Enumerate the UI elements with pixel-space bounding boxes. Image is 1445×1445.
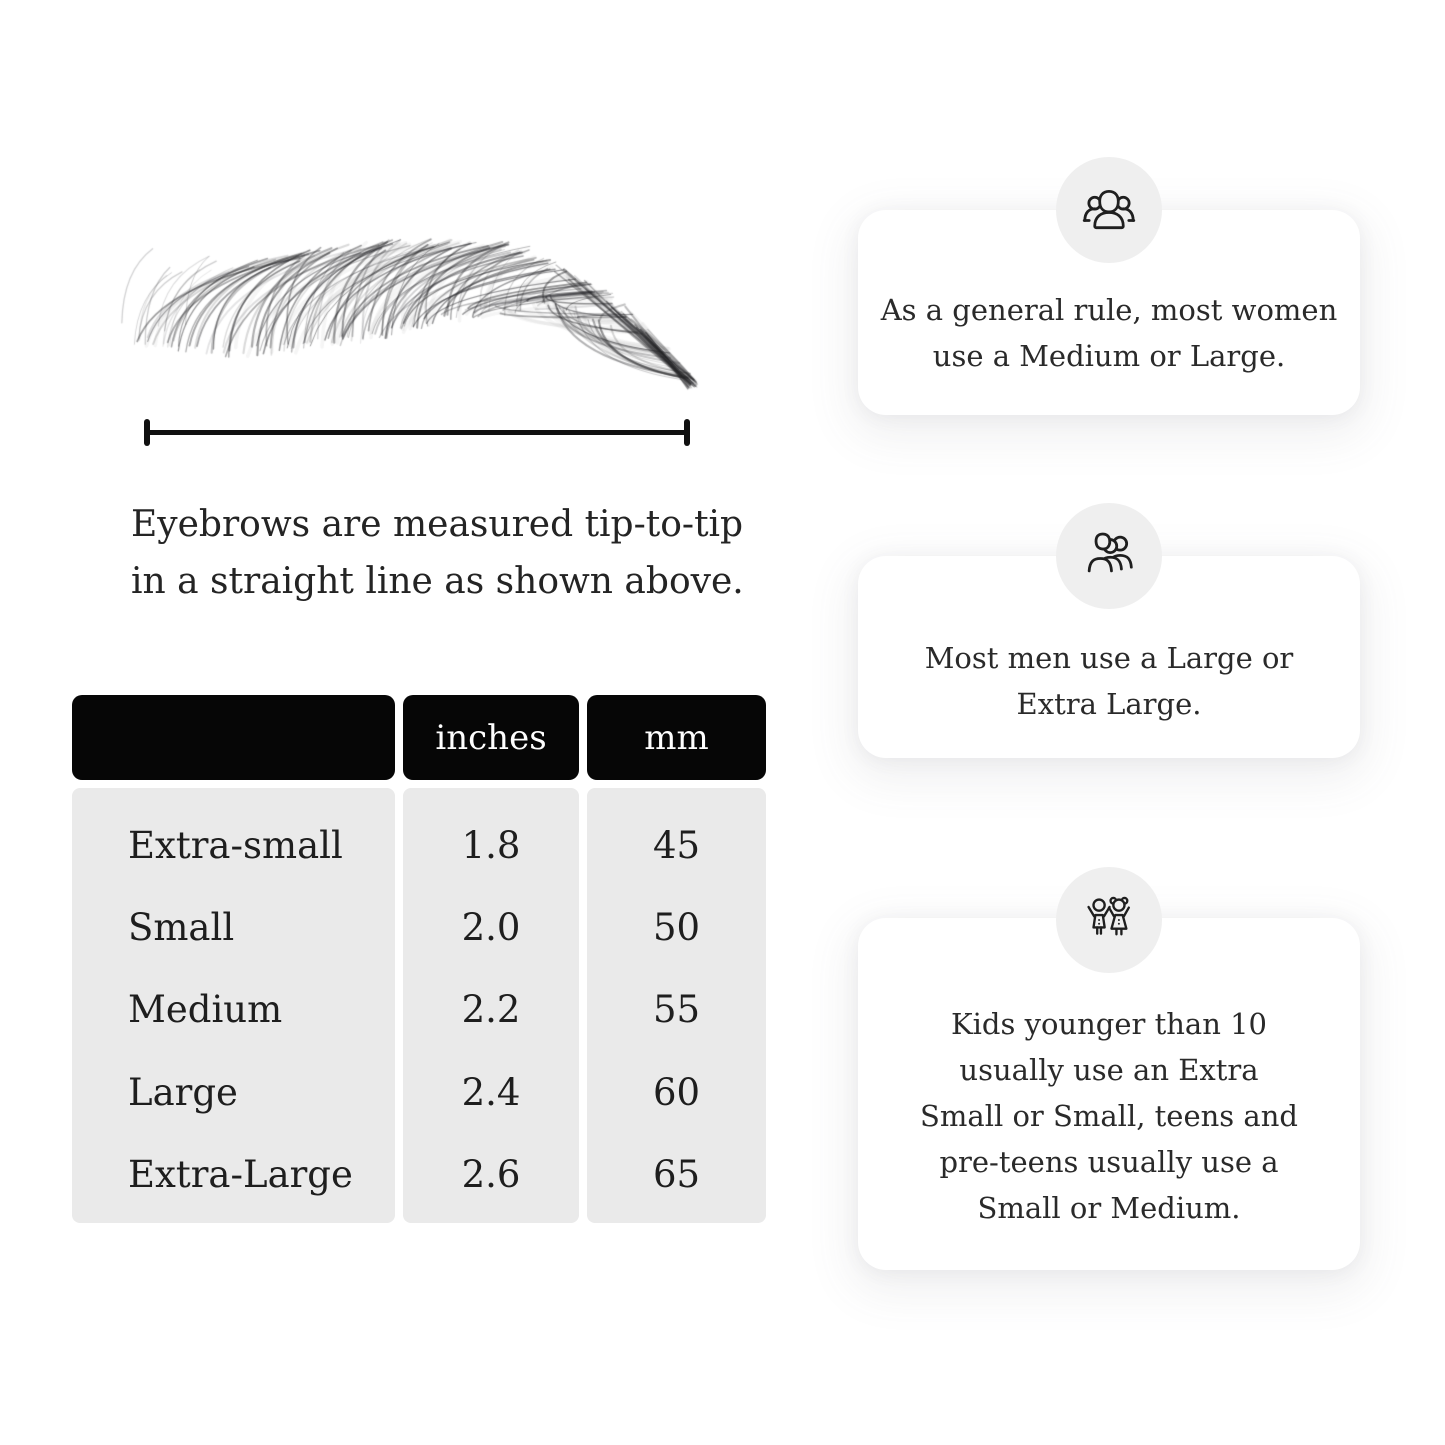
mm-value: 45 (652, 823, 701, 867)
table-header-blank (72, 695, 395, 780)
measurement-caption (131, 496, 744, 610)
mm-value: 55 (652, 988, 701, 1032)
kids-icon (1056, 867, 1162, 973)
size-label: Large (128, 1070, 238, 1114)
caption-line-2: in a straight line as shown above. (131, 561, 744, 602)
mm-value: 60 (652, 1070, 701, 1114)
size-label: Small (128, 906, 235, 950)
size-label: Extra-small (128, 823, 343, 867)
men-group-icon (1056, 503, 1162, 609)
inches-value: 2.6 (461, 1153, 521, 1197)
card-men-text: Most men use a Large or Extra Large. (924, 641, 1294, 721)
table-header-inches-label: inches (435, 717, 547, 758)
caption-line-1: Eyebrows are measured tip-to-tip (131, 504, 744, 545)
table-header-mm (587, 695, 766, 780)
size-label: Medium (128, 988, 283, 1032)
measurement-line (146, 430, 688, 435)
inches-value: 2.0 (461, 906, 521, 950)
women-group-icon (1056, 157, 1162, 263)
eyebrow-illustration (100, 222, 720, 422)
inches-value: 1.8 (461, 823, 521, 867)
card-women-text: As a general rule, most women use a Medium or Large. (880, 293, 1338, 373)
table-column-sizes (72, 788, 395, 1223)
mm-value: 50 (652, 906, 701, 950)
mm-value: 65 (652, 1153, 701, 1197)
inches-value: 2.2 (461, 988, 521, 1032)
table-header-mm-label: mm (644, 717, 709, 758)
table-column-inches (403, 788, 579, 1223)
inches-value: 2.4 (461, 1070, 521, 1114)
table-column-mm (587, 788, 766, 1223)
table-header-inches (403, 695, 579, 780)
card-kids-text: Kids younger than 10 usually use an Extra Small or Small, teens and pre-teens usually use a Small or Medium. (920, 1007, 1298, 1225)
size-label: Extra-Large (128, 1153, 353, 1197)
